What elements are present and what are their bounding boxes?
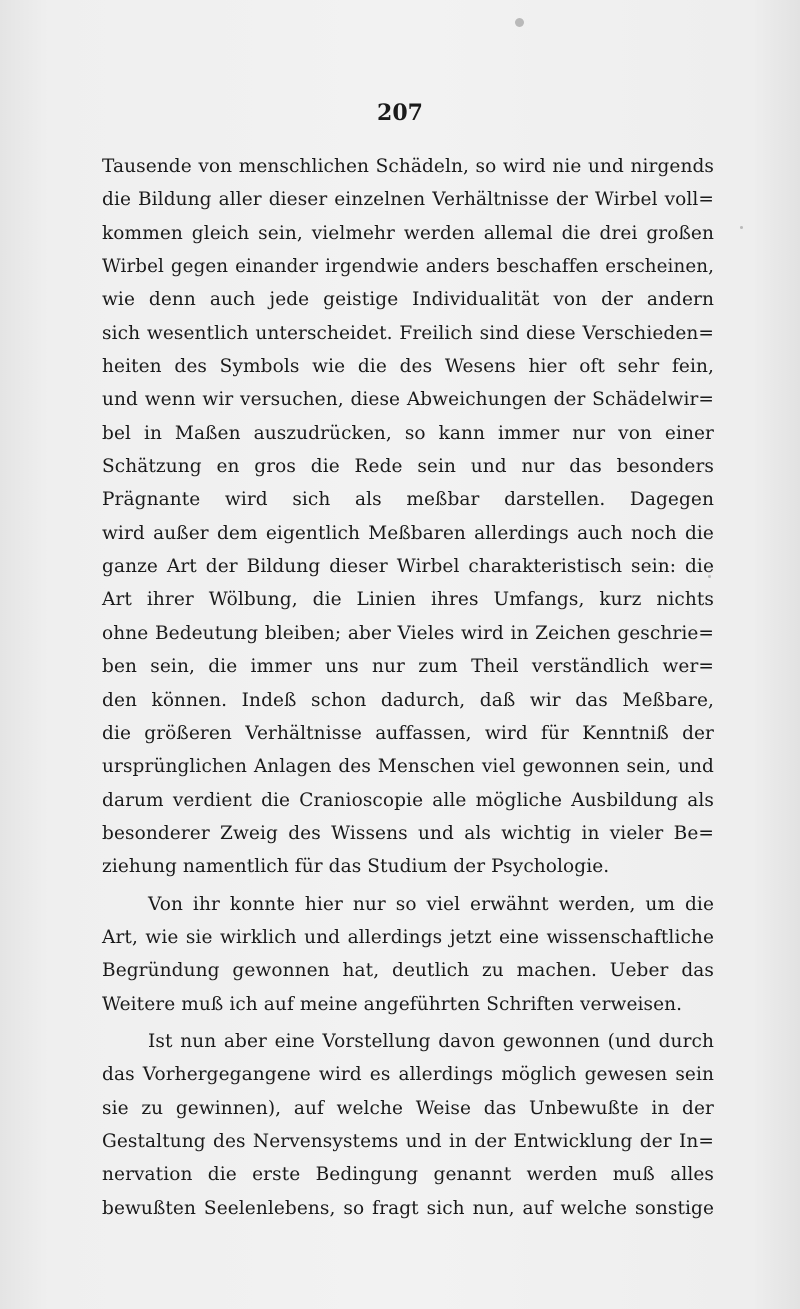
text-line: Gestaltung des Nervensystems und in der Entwicklung der In= xyxy=(102,1130,714,1152)
text-line: Art ihrer Wölbung, die Linien ihres Umfangs, kurz nichts xyxy=(102,589,714,611)
page-number: 207 xyxy=(377,100,423,126)
text-line: die Bildung aller dieser einzelnen Verhältnisse der Wirbel voll= xyxy=(102,189,714,211)
text-line: Schätzung en gros die Rede sein und nur das besonders xyxy=(102,456,714,478)
text-line: Art, wie sie wirklich und allerdings jetzt eine wissenschaftliche xyxy=(102,926,714,948)
text-line: ohne Bedeutung bleiben; aber Vieles wird in Zeichen geschrie= xyxy=(102,622,714,644)
text-line: wie denn auch jede geistige Individualität von der andern xyxy=(102,289,714,311)
text-line: Wirbel gegen einander irgendwie anders beschaffen erscheinen, xyxy=(102,256,714,278)
text-line: das Vorhergegangene wird es allerdings möglich gewesen sein xyxy=(102,1064,714,1086)
text-line: bewußten Seelenlebens, so fragt sich nun, auf welche sonstige xyxy=(102,1197,714,1219)
body-text xyxy=(102,150,714,1225)
text-line: die größeren Verhältnisse auffassen, wird für Kenntniß der xyxy=(102,722,714,744)
text-line: Ist nun aber eine Vorstellung davon gewonnen (und durch xyxy=(148,1030,714,1052)
text-line: Weitere muß ich auf meine angeführten Schriften verweisen. xyxy=(102,993,683,1015)
text-line: ben sein, die immer uns nur zum Theil verständlich wer= xyxy=(102,656,714,678)
text-line: sie zu gewinnen), auf welche Weise das Unbewußte in der xyxy=(102,1097,714,1119)
text-line: Prägnante wird sich als meßbar darstellen. Dagegen xyxy=(102,489,714,511)
text-line: und wenn wir versuchen, diese Abweichungen der Schädelwir= xyxy=(102,389,714,411)
text-line: bel in Maßen auszudrücken, so kann immer nur von einer xyxy=(102,422,714,444)
text-line: ganze Art der Bildung dieser Wirbel charakteristisch sein: die xyxy=(102,556,714,578)
text-line: darum verdient die Cranioscopie alle mögliche Ausbildung als xyxy=(102,789,714,811)
text-line: Tausende von menschlichen Schädeln, so wird nie und nirgends xyxy=(102,156,714,177)
text-line: wird außer dem eigentlich Meßbaren allerdings auch noch die xyxy=(102,522,714,544)
text-line: ziehung namentlich für das Studium der Psychologie. xyxy=(102,856,610,878)
text-line: ursprünglichen Anlagen des Menschen viel gewonnen sein, und xyxy=(102,756,714,778)
text-line: Begründung gewonnen hat, deutlich zu machen. Ueber das xyxy=(102,960,714,982)
text-line: nervation die erste Bedingung genannt werden muß alles xyxy=(102,1164,714,1186)
text-line: sich wesentlich unterscheidet. Freilich sind diese Verschieden= xyxy=(102,322,714,344)
text-line: besonderer Zweig des Wissens und als wichtig in vieler Be= xyxy=(102,822,714,844)
paper-speck xyxy=(515,18,524,27)
text-line: heiten des Symbols wie die des Wesens hier oft sehr fein, xyxy=(102,356,714,378)
paper-speck xyxy=(740,226,743,229)
text-line: Von ihr konnte hier nur so viel erwähnt werden, um die xyxy=(148,893,714,915)
text-line: kommen gleich sein, vielmehr werden allemal die drei großen xyxy=(102,222,714,244)
text-line: den können. Indeß schon dadurch, daß wir das Meßbare, xyxy=(102,689,714,711)
